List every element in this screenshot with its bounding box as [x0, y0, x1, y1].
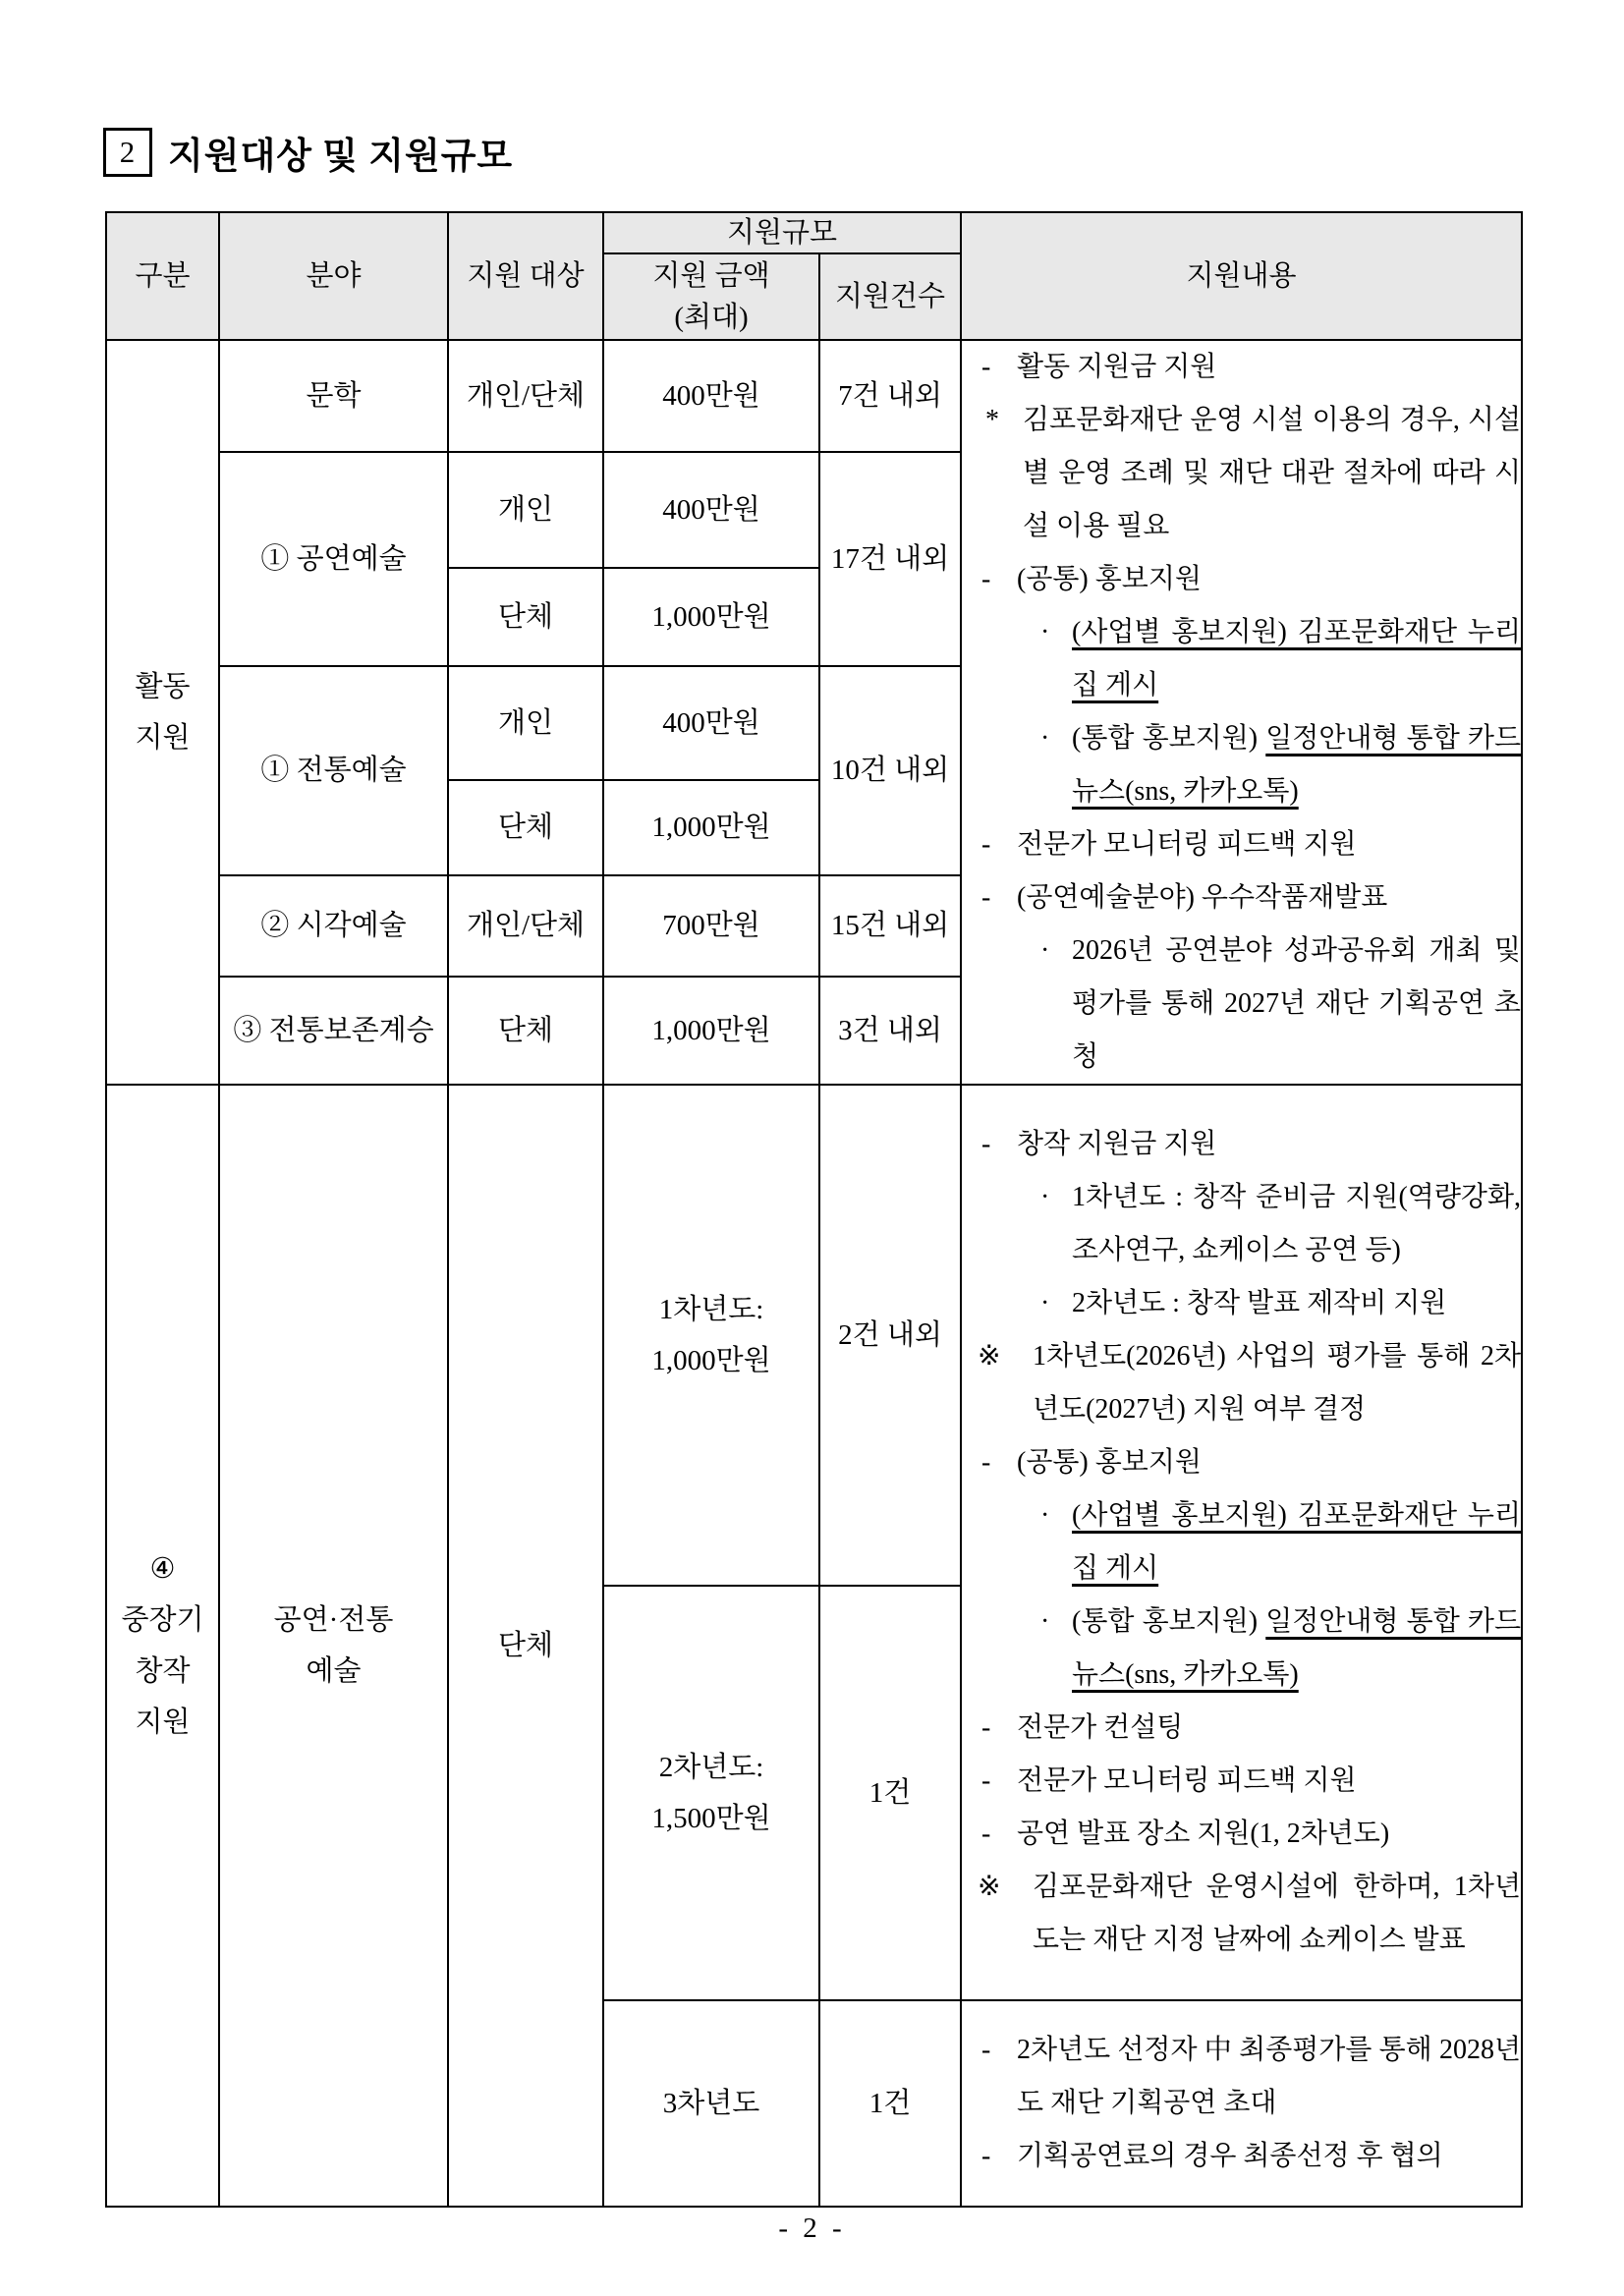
cell-target-visual: 개인/단체 — [448, 875, 603, 977]
page-title — [103, 126, 513, 179]
cell-count-visual: 15건 내외 — [819, 875, 961, 977]
content-line — [962, 1755, 1521, 1808]
cell-category-midlongterm-line2: 중장기 — [121, 1604, 204, 1636]
cell-field-heritage: ③ 전통보존계승 — [219, 977, 448, 1085]
section-number-box: 2 — [103, 128, 152, 177]
page-number: - 2 - — [778, 2212, 846, 2244]
content-text-underlined: (사업별 홍보지원) 김포문화재단 누리집 게시 — [1072, 617, 1521, 700]
bullet-marker: · — [1040, 723, 1050, 754]
bullet-marker: ※ — [978, 1341, 1001, 1372]
cell-target-performing-individual: 개인 — [448, 452, 603, 568]
bullet-marker: · — [1040, 1288, 1050, 1318]
cell-category-midlongterm-line4: 지원 — [135, 1707, 191, 1738]
content-text: 2차년도 선정자 中 최종평가를 통해 2028년도 재단 기획공연 초대 — [1017, 2035, 1521, 2118]
bullet-marker: · — [1040, 1500, 1050, 1531]
bullet-marker: * — [985, 405, 999, 435]
content-line — [962, 2130, 1521, 2183]
cell-count-literature: 7건 내외 — [819, 340, 961, 452]
support-content-activity — [961, 340, 1522, 1085]
content-line — [962, 606, 1521, 712]
content-line — [962, 394, 1521, 553]
content-text: 2차년도 : 창작 발표 제작비 지원 — [1072, 1288, 1447, 1318]
content-text: (통합 홍보지원) — [1072, 1606, 1266, 1637]
cell-amount-visual: 700만원 — [603, 875, 819, 977]
bullet-marker: · — [1040, 1182, 1050, 1212]
cell-amount-year1-line1: 1차년도: — [658, 1294, 764, 1325]
bullet-marker: - — [981, 1129, 991, 1159]
col-header-field: 분야 — [219, 212, 448, 340]
cell-target-heritage: 단체 — [448, 977, 603, 1085]
cell-category-activity-line1: 활동 — [135, 671, 191, 702]
bullet-marker: - — [981, 2035, 991, 2065]
bullet-marker: - — [981, 564, 991, 594]
content-text: 창작 지원금 지원 — [1017, 1129, 1217, 1159]
cell-amount-year1-line2: 1,000만원 — [651, 1345, 771, 1376]
content-line — [962, 1436, 1521, 1489]
content-text: 전문가 모니터링 피드백 지원 — [1017, 829, 1357, 860]
content-line — [962, 871, 1521, 924]
content-line — [962, 1277, 1521, 1330]
cell-category-activity-line2: 지원 — [135, 722, 191, 754]
bullet-marker: - — [981, 1819, 991, 1849]
support-content-midlongterm-y12 — [961, 1085, 1522, 2000]
bullet-marker: · — [1040, 617, 1050, 647]
cell-amount-literature: 400만원 — [603, 340, 819, 452]
content-text: (공연예술분야) 우수작품재발표 — [1017, 882, 1388, 913]
content-line — [962, 1171, 1521, 1277]
content-line — [962, 1861, 1521, 1967]
content-text: (공통) 홍보지원 — [1017, 564, 1202, 594]
content-line — [962, 1808, 1521, 1861]
bullet-marker: - — [981, 882, 991, 913]
cell-count-year2: 1건 — [819, 1586, 961, 2000]
page-title-text: 지원대상 및 지원규모 — [168, 137, 514, 177]
col-header-amount-line2: (최대) — [674, 302, 749, 333]
bullet-marker: - — [981, 829, 991, 860]
col-header-amount-line1: 지원 금액 — [652, 259, 770, 292]
content-line — [962, 1330, 1521, 1436]
col-header-scale-group: 지원규모 — [603, 212, 961, 253]
content-text: (통합 홍보지원) — [1072, 723, 1266, 754]
content-line — [962, 2024, 1521, 2130]
cell-amount-year2 — [603, 1586, 819, 2000]
bullet-marker: · — [1040, 1606, 1050, 1637]
cell-amount-performing-individual: 400만원 — [603, 452, 819, 568]
support-content-midlongterm-y3 — [961, 2000, 1522, 2207]
content-line — [962, 1596, 1521, 1702]
content-text-underlined: 일정안내형 통합 카드뉴스(sns, 카카오톡) — [1072, 1606, 1521, 1690]
bullet-marker: · — [1040, 935, 1050, 966]
cell-amount-year3: 3차년도 — [603, 2000, 819, 2207]
content-line — [962, 1702, 1521, 1755]
cell-category-midlongterm-line3: 창작 — [135, 1655, 191, 1687]
content-text: 활동 지원금 지원 — [1017, 352, 1217, 382]
content-line — [962, 924, 1521, 1084]
cell-target-traditional-group: 단체 — [448, 780, 603, 875]
col-header-count: 지원건수 — [819, 253, 961, 340]
content-text: 전문가 컨설팅 — [1017, 1712, 1184, 1743]
content-text: 1차년도(2026년) 사업의 평가를 통해 2차년도(2027년) 지원 여부 결정 — [1033, 1341, 1521, 1425]
cell-field-literature: 문학 — [219, 340, 448, 452]
col-header-target: 지원 대상 — [448, 212, 603, 340]
cell-target-traditional-individual: 개인 — [448, 666, 603, 780]
bullet-marker: - — [981, 1765, 991, 1796]
cell-count-heritage: 3건 내외 — [819, 977, 961, 1085]
cell-category-midlongterm-line1: ④ — [149, 1553, 176, 1585]
content-text-underlined: (사업별 홍보지원) 김포문화재단 누리집 게시 — [1072, 1500, 1521, 1584]
content-line — [962, 818, 1521, 871]
cell-amount-performing-group: 1,000만원 — [603, 568, 819, 666]
content-line — [962, 1118, 1521, 1171]
cell-count-year1: 2건 내외 — [819, 1085, 961, 1586]
bullet-marker: - — [981, 2141, 991, 2171]
cell-amount-year2-line2: 1,500만원 — [651, 1803, 771, 1834]
cell-field-performing-traditional-line2: 예술 — [306, 1655, 362, 1687]
cell-amount-traditional-group: 1,000만원 — [603, 780, 819, 875]
support-table — [105, 211, 1523, 2208]
cell-count-year3: 1건 — [819, 2000, 961, 2207]
bullet-marker: - — [981, 1447, 991, 1478]
content-text: 김포문화재단 운영시설에 한하며, 1차년도는 재단 지정 날짜에 쇼케이스 발표 — [1033, 1872, 1521, 1955]
col-header-category: 구분 — [106, 212, 219, 340]
cell-field-visual: ② 시각예술 — [219, 875, 448, 977]
content-line — [962, 712, 1521, 818]
cell-amount-heritage: 1,000만원 — [603, 977, 819, 1085]
content-line — [962, 1489, 1521, 1596]
content-text: 김포문화재단 운영 시설 이용의 경우, 시설 별 운영 조례 및 재단 대관 절차에 따라 시설 이용 필요 — [1023, 405, 1521, 541]
content-text: 기획공연료의 경우 최종선정 후 협의 — [1017, 2141, 1443, 2171]
content-text: 공연 발표 장소 지원(1, 2차년도) — [1017, 1819, 1390, 1849]
cell-count-traditional: 10건 내외 — [819, 666, 961, 875]
content-text: 전문가 모니터링 피드백 지원 — [1017, 1765, 1357, 1796]
bullet-marker: ※ — [978, 1872, 1001, 1902]
cell-category-midlongterm — [106, 1085, 219, 2207]
content-line — [962, 341, 1521, 394]
content-text: 1차년도 : 창작 준비금 지원(역량강화, 조사연구, 쇼케이스 공연 등) — [1072, 1182, 1521, 1265]
bullet-marker: - — [981, 352, 991, 382]
content-text: (공통) 홍보지원 — [1017, 1447, 1202, 1478]
col-header-amount — [603, 253, 819, 340]
col-header-content: 지원내용 — [961, 212, 1522, 340]
cell-amount-year1 — [603, 1085, 819, 1586]
cell-amount-year2-line1: 2차년도: — [658, 1752, 764, 1783]
cell-target-literature: 개인/단체 — [448, 340, 603, 452]
cell-amount-traditional-individual: 400만원 — [603, 666, 819, 780]
cell-field-traditional: ① 전통예술 — [219, 666, 448, 875]
cell-field-performing-traditional — [219, 1085, 448, 2207]
cell-field-performing: ① 공연예술 — [219, 452, 448, 666]
content-line — [962, 553, 1521, 606]
cell-target-performing-group: 단체 — [448, 568, 603, 666]
cell-count-performing: 17건 내외 — [819, 452, 961, 666]
bullet-marker: - — [981, 1712, 991, 1743]
cell-category-activity — [106, 340, 219, 1085]
cell-field-performing-traditional-line1: 공연·전통 — [273, 1604, 394, 1636]
content-text: 2026년 공연분야 성과공유회 개최 및 평가를 통해 2027년 재단 기획공연 초청 — [1072, 935, 1521, 1072]
cell-target-midlongterm: 단체 — [448, 1085, 603, 2207]
content-text-underlined: 일정안내형 통합 카드뉴스(sns, 카카오톡) — [1072, 723, 1521, 807]
